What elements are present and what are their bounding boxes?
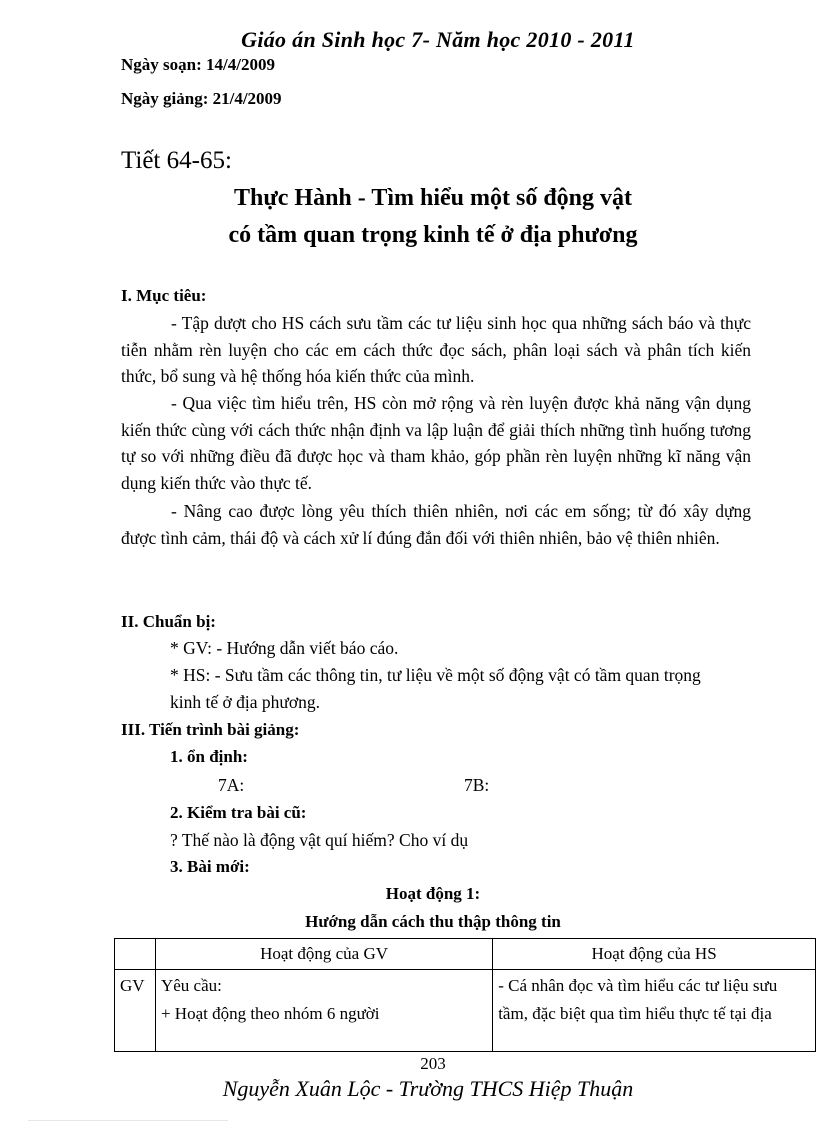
new-lesson-heading: 3. Bài mới: [170,857,250,876]
student-activity-line-2: tầm, đặc biệt qua tìm hiểu thực tế tại địa [498,1004,772,1023]
student-preparation-line-1: * HS: - Sưu tầm các thông tin, tư liệu về một số động vật có tầm quan trọng [170,665,701,685]
activities-table [114,938,816,1052]
prep-date: Ngày soạn: 14/4/2009 [121,55,275,74]
footer-author: Nguyễn Xuân Lộc - Trường THCS Hiệp Thuận [222,1076,634,1101]
teacher-activity-line-1: Yêu cầu: [160,976,222,995]
lesson-title-line-2: có tầm quan trọng kinh tế ở địa phương [228,222,638,248]
section-preparation-heading: II. Chuẩn bị: [121,612,216,631]
student-activity-line-1: - Cá nhân đọc và tìm hiểu các tư liệu sưu [498,976,778,995]
class-7a-label: 7A: [218,775,245,795]
objective-paragraph-3: - Nâng cao được lòng yêu thích thiên nhiên, nơi các em sống; từ đó xây dựng được tình cảm, thái độ và cách xử lí đúng đắn đối với thiên nhiên, bảo vệ thiên nhiên. [121,501,751,548]
activity-title: Hoạt động 1: [385,884,481,903]
student-preparation-line-2: kinh tế ở địa phương. [170,692,320,712]
activity-subtitle: Hướng dẫn cách thu thập thông tin [305,912,561,931]
teacher-activity-line-2: + Hoạt động theo nhóm 6 người [160,1004,380,1023]
lesson-number: Tiết 64-65: [121,147,232,174]
column-header-student: Hoạt động của HS [493,939,816,970]
table-corner-cell [115,939,156,970]
section-procedure-heading: III. Tiến trình bài giảng: [121,720,300,739]
section-objectives-heading: I. Mục tiêu: [121,286,207,305]
table-row [115,970,816,1052]
row-label: GV [120,976,145,995]
teach-date: Ngày giảng: 21/4/2009 [121,89,282,108]
review-question: ? Thế nào là động vật quí hiếm? Cho ví dụ [170,830,469,850]
stabilize-heading: 1. ổn định: [170,747,248,766]
column-header-teacher: Hoạt động của GV [155,939,492,970]
class-7b-label: 7B: [464,775,490,795]
student-activity-cell [493,970,816,1052]
page-number: 203 [420,1054,446,1073]
objective-paragraph-2: - Qua việc tìm hiểu trên, HS còn mở rộng và rèn luyện được khả năng vận dụng kiến thức cùng với cách thức nhận định va lập luận để giải thích những tình huống tương tự so với những điều đã được học và tham khảo, góp phần rèn luyện những kĩ năng vận dụng kiến thức vào thực tế. [121,393,751,493]
teacher-activity-cell [155,970,492,1052]
page-header-title: Giáo án Sinh học 7- Năm học 2010 - 2011 [241,27,635,52]
table-header-row [115,939,816,970]
row-label-cell [115,970,156,1052]
objective-paragraph-1: - Tập dượt cho HS cách sưu tầm các tư liệu sinh học qua những sách báo và thực tiễn nhằm rèn luyện cho các em cách thức đọc sách, phân loại sách và phân tích kiến thức, bổ sung và hệ thống hóa kiến thức của mình. [121,313,751,386]
teacher-preparation: * GV: - Hướng dẫn viết báo cáo. [170,638,399,658]
lesson-title-line-1: Thực Hành - Tìm hiểu một số động vật [233,185,633,211]
footer-divider [28,1120,228,1121]
old-lesson-check-heading: 2. Kiểm tra bài cũ: [170,803,307,822]
